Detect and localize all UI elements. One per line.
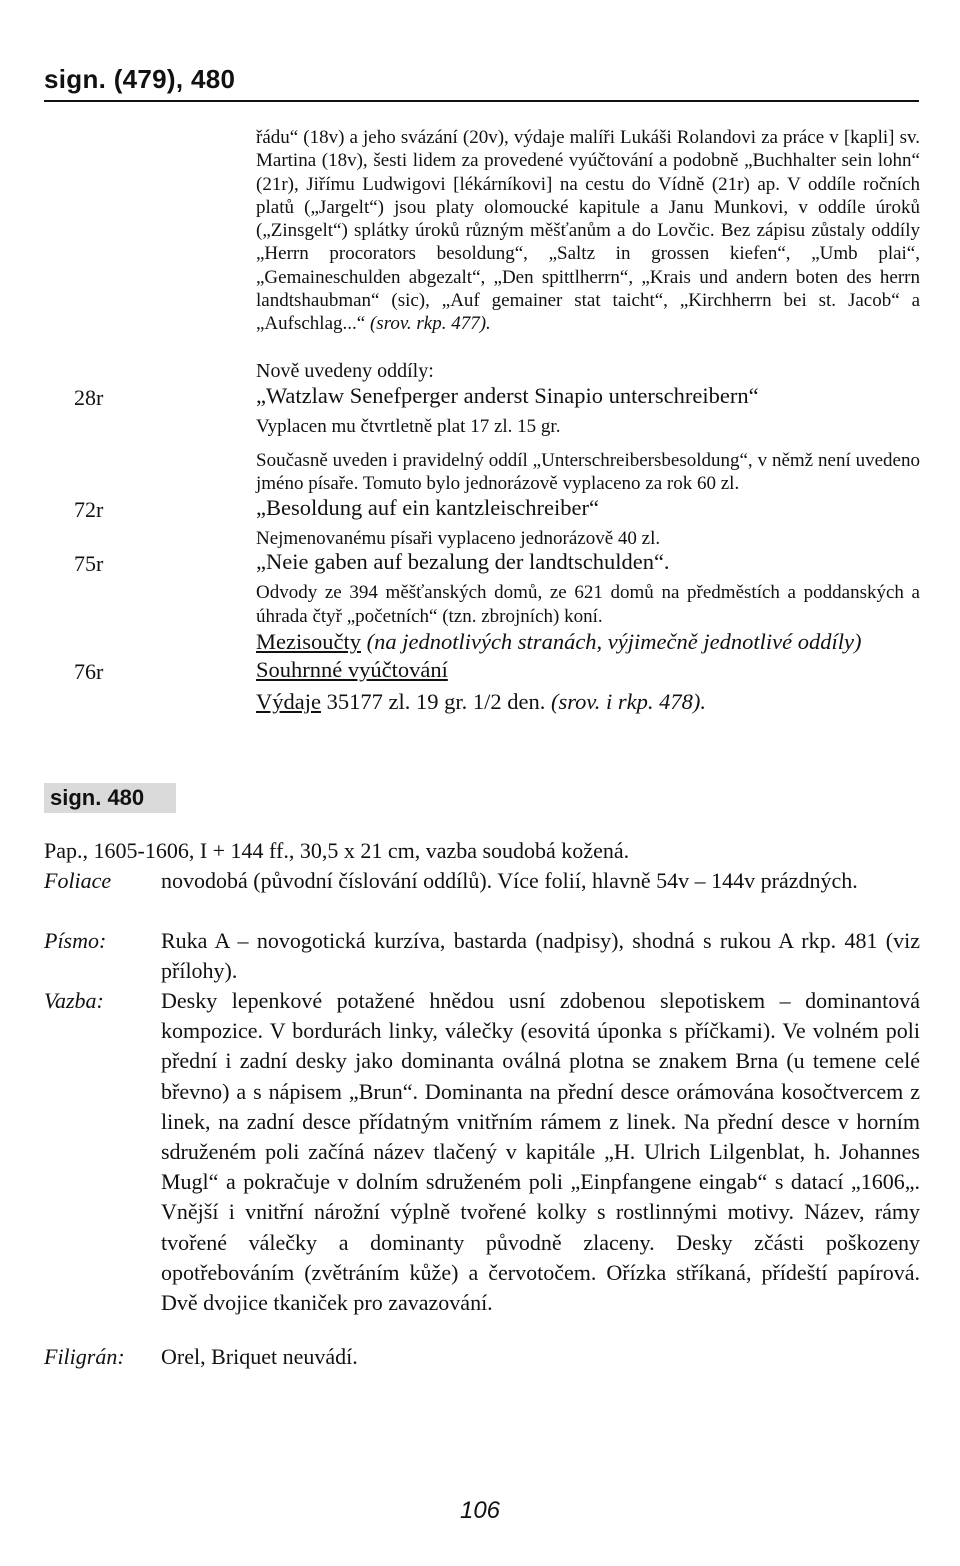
souhrnne-line [256,657,920,683]
continuation-ref: (srov. rkp. 477). [369,313,491,335]
entry-note-2: Současně uveden i pravidelný oddíl „Unterschreibersbesoldung“, v němž není uvedeno jméno písaře. Tomuto bylo jednorázově vyplaceno za rok 60 zl. [256,449,920,494]
field-value: Ruka A – novogotická kurzíva, bastarda (nadpisy), shodná s rukou A rkp. 481 (viz přílohy). [161,928,920,984]
mezisoucty-line [256,629,920,655]
folio-76r: 76r [74,659,104,684]
field-label: Foliace [44,868,112,893]
field-value: Desky lepenkové potažené hnědou usní zdobenou slepotiskem – dominantová kompozice. V bordurách linky, válečky (esovitá úponka s příčkami). Ve volném poli přední i zadní desky jako dominanta oválná plotna se znakem Brna (u temene celé břevno) a s nápisem „Brun“. Dominanta na přední desce orámována kosočtvercem z linek, na zadní desce přídatným vnitřním rámem z linek. Na přední desce v horním sdruženém poli začíná název tlačený v kapitále „H. Ulrich Lilgenblat, h. Johannes Mugl“ a pokračuje v dolním sdruženém poli „Einpfangene eingab“ s datací „1606„. Vnější i vnitřní nárožní výplně tvořené kolky s rostlinnými motivy. Název, rámy tvořené válečky a dominanty původně zlaceny. Desky zčásti poškozeny opotřebováním (zvětráním kůže) a červotočem. Ořízka stříkaná, přídeští papírová. Dvě dvojice tkaniček pro zavazování. [161,988,920,1316]
vydaje-amount: 35177 zl. 19 gr. 1/2 den. [326,689,546,714]
entry-title: „Neie gaben auf bezalung der landtschulden“. [256,549,670,574]
mezisoucty-label: Mezisoučty [256,629,361,654]
souhrnne-label: Souhrnné vyúčtování [256,657,448,682]
field-filigran [44,1342,920,1372]
field-label: Filigrán: [44,1344,125,1369]
vydaje-ref: (srov. i rkp. 478). [550,689,706,714]
entry-title: „Watzlaw Senefperger anderst Sinapio unterschreibern“ [256,383,759,408]
field-pismo [44,926,920,986]
folio-75r: 75r [74,551,104,576]
folio-28r: 28r [74,385,104,410]
header-rule [44,100,919,102]
entry-72r [256,495,920,551]
field-label: Písmo: [44,928,107,953]
field-label: Vazba: [44,988,104,1013]
entry-75r [256,549,920,628]
new-sections-intro: Nově uvedeny oddíly: [256,360,434,382]
field-value: Orel, Briquet neuvádí. [161,1344,358,1369]
entry-28r [256,383,920,496]
entry-note: Vyplacen mu čtvrtletně plat 17 zl. 15 gr. [256,416,561,437]
physical-description: Pap., 1605-1606, I + 144 ff., 30,5 x 21 cm, vazba soudobá kožená. [44,838,630,863]
field-foliace [44,866,920,896]
running-head: sign. (479), 480 [44,64,236,94]
folio-72r: 72r [74,497,104,522]
page-number: 106 [459,1497,501,1524]
sign-label: sign. 480 [44,783,176,813]
vydaje-line [256,689,920,715]
continuation-paragraph [256,126,920,336]
entry-note: Nejmenovanému písaři vyplaceno jednorázově 40 zl. [256,528,661,549]
continuation-text: řádu“ (18v) a jeho svázání (20v), výdaje malíři Lukáši Rolandovi za práce v [kapli] sv. Martina (18v), šesti lidem za provedené vyúčtování a podobně „Buchhalter sein lohn“ (21r), Jiřímu Ludwigovi [lékárníkovi] na cestu do Vídně (21r) ap. V oddíle ročních platů („Jargelt“) jsou platy olomoucké kapitule a Janu Munkovi, v oddíle úroků („Zinsgelt“) splátky úroků různým měšťanům a do Lovčic. Bez zápisu zůstaly oddíly „Herrn procorators besoldung“, „Saltz in grossen kiefen“, „Umb plai“, „Gemaineschulden abgezalt“, „Den spittlherrn“, „Krais und andern boten des herrn landtshaubman“ (sic), „Auf gemainer stat taicht“, „Kirchherrn bei st. Jacob“ a „Aufschlag...“ [256,127,920,335]
field-vazba [44,986,920,1318]
vydaje-label: Výdaje [256,689,321,714]
entry-note: Odvody ze 394 měšťanských domů, ze 621 domů na předměstích a poddanských a úhrada čtyř „početních“ (tzn. zbrojních) koní. [256,582,920,627]
mezisoucty-note: (na jednotlivých stranách, výjimečně jednotlivé oddíly) [366,629,862,654]
entry-title: „Besoldung auf ein kantzleischreiber“ [256,495,599,520]
field-value: novodobá (původní číslování oddílů). Více folií, hlavně 54v – 144v prázdných. [161,868,858,893]
